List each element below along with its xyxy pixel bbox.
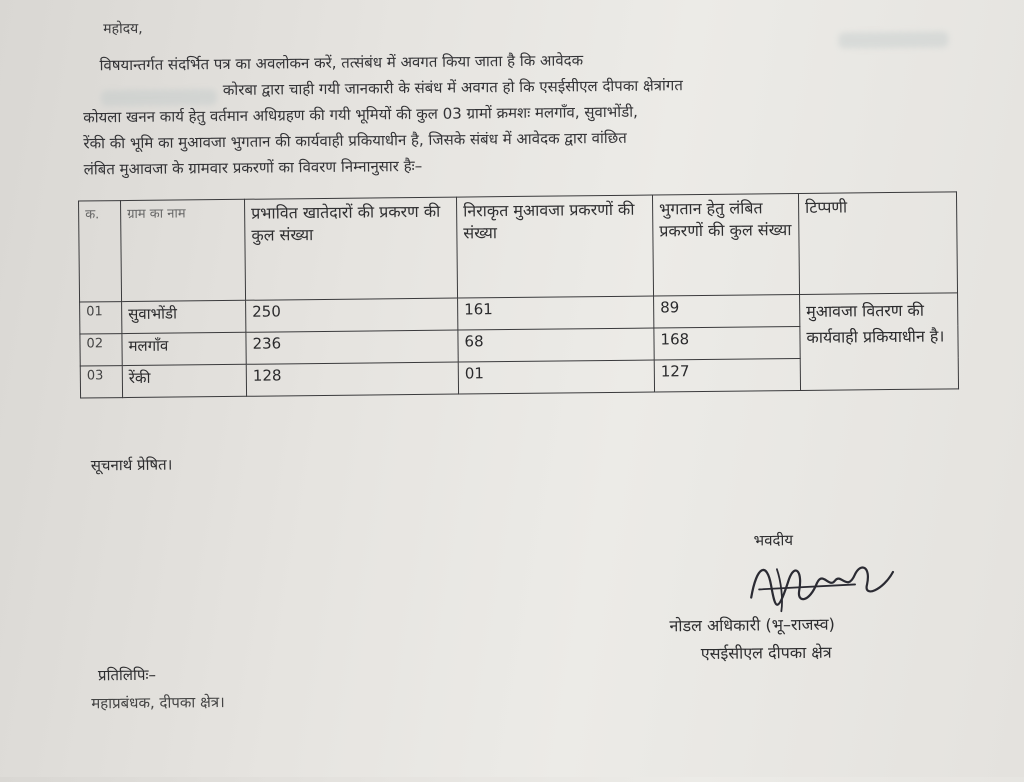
redacted-applicant-address bbox=[101, 89, 217, 106]
cell-village: मलगाँव bbox=[122, 333, 246, 366]
header-remark: टिप्पणी bbox=[798, 192, 957, 295]
cell-remark: मुआवजा वितरण की कार्यवाही प्रकियाधीन है। bbox=[800, 293, 959, 390]
cell-affected: 236 bbox=[246, 330, 458, 364]
copy-recipient: महाप्रबंधक, दीपका क्षेत्र। bbox=[91, 693, 225, 713]
compensation-table bbox=[78, 191, 959, 398]
closing-yours-faithfully: भवदीय bbox=[753, 531, 794, 550]
cell-village: सुवाभोंडी bbox=[122, 301, 246, 334]
cell-sno: 01 bbox=[80, 302, 122, 334]
cell-settled: 161 bbox=[458, 296, 654, 330]
cell-pending: 168 bbox=[654, 327, 800, 360]
cell-affected: 128 bbox=[246, 362, 458, 396]
cell-sno: 03 bbox=[80, 366, 122, 398]
cell-settled: 68 bbox=[458, 328, 654, 362]
paragraph-line-1: विषयान्तर्गत संदर्भित पत्र का अवलोकन करें, तत्संबंध में अवगत किया जाता है कि आवेदक bbox=[99, 51, 584, 75]
redacted-applicant-name bbox=[838, 31, 948, 48]
copy-label: प्रतिलिपिः– bbox=[97, 665, 157, 685]
paragraph-line-4: रेंकी की भूमि का मुआवजा भुगतान की कार्यवाही प्रकियाधीन है, जिसके संबंध में आवेदक द्वारा वांछित bbox=[83, 128, 627, 153]
cell-village: रेंकी bbox=[122, 364, 246, 397]
for-information-note: सूचनार्थ प्रेषित। bbox=[90, 455, 173, 475]
header-village: ग्राम का नाम bbox=[121, 199, 246, 302]
cell-affected: 250 bbox=[246, 299, 458, 333]
header-pending: भुगतान हेतु लंबित प्रकरणों की कुल संख्या bbox=[652, 193, 799, 296]
officer-office: एसईसीएल दीपका क्षेत्र bbox=[700, 642, 832, 664]
paragraph-line-3: कोयला खनन कार्य हेतु वर्तमान अधिग्रहण की गयी भूमियों की कुल 03 ग्रामों क्रमशः मलगाँव, सुवाभोंडी, bbox=[83, 102, 638, 127]
cell-sno: 02 bbox=[80, 334, 122, 366]
salutation: महोदय, bbox=[103, 20, 143, 38]
paragraph-line-5: लंबित मुआवजा के ग्रामवार प्रकरणों का विवरण निम्नानुसार हैः– bbox=[83, 156, 423, 179]
paragraph-line-2: कोरबा द्वारा चाही गयी जानकारी के संबंध में अवगत हो कि एसईसीएल दीपका क्षेत्रांगत bbox=[222, 76, 683, 100]
signature-icon bbox=[737, 544, 908, 626]
officer-title: नोडल अधिकारी (भू–राजस्व) bbox=[669, 614, 835, 636]
header-sno: क. bbox=[79, 201, 122, 303]
cell-pending: 89 bbox=[654, 295, 800, 328]
cell-settled: 01 bbox=[458, 360, 654, 394]
header-affected: प्रभावित खातेदारों की प्रकरण की कुल संख्या bbox=[245, 197, 458, 301]
cell-pending: 127 bbox=[654, 359, 800, 392]
header-settled: निराकृत मुआवजा प्रकरणों की संख्या bbox=[456, 195, 653, 298]
